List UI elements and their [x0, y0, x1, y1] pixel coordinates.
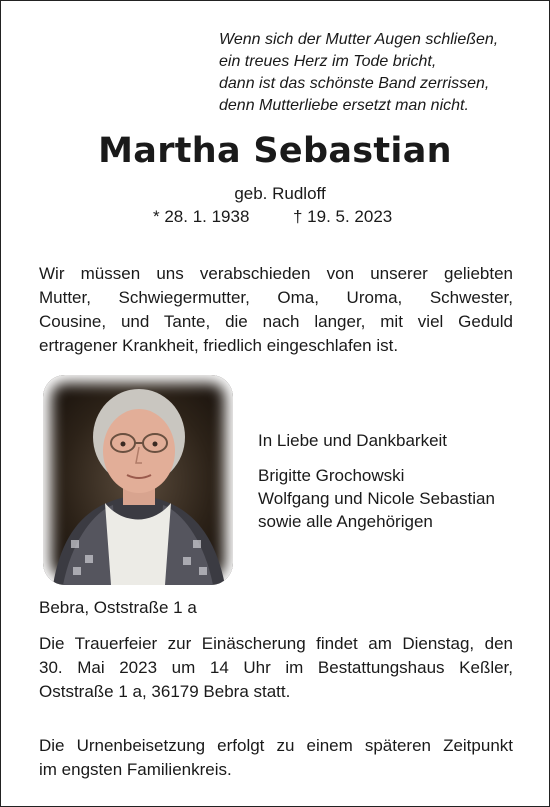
death-date: † 19. 5. 2023: [293, 207, 393, 226]
intro-line: Wir müssen uns verabschieden von unserer geliebten: [39, 264, 513, 283]
maiden-name: geb. Rudloff: [234, 184, 326, 203]
urn-text: [39, 734, 513, 782]
intro-text: [39, 262, 513, 358]
family-name: Wolfgang und Nicole Sebastian: [258, 489, 495, 508]
poem-line: Wenn sich der Mutter Augen schließen,: [219, 31, 499, 48]
family-greeting: In Liebe und Dankbarkeit: [258, 431, 448, 450]
funeral-text: [39, 632, 513, 704]
poem-line: ein treues Herz im Tode bricht,: [219, 53, 437, 70]
birth-date: * 28. 1. 1938: [153, 207, 250, 226]
funeral-line: 30. Mai 2023 um 14 Uhr im Bestattungshaus Keßler,: [39, 658, 513, 677]
poem-line: denn Mutterliebe ersetzt man nicht.: [219, 97, 469, 114]
intro-line: Mutter, Schwiegermutter, Oma, Uroma, Schwester,: [39, 288, 513, 307]
memorial-poem: [219, 29, 539, 117]
intro-line: Cousine, und Tante, die nach langer, mit viel Geduld: [39, 312, 513, 331]
urn-line: Die Urnenbeisetzung erfolgt zu einem späteren Zeitpunkt: [39, 736, 513, 755]
funeral-line: Oststraße 1 a, 36179 Bebra statt.: [39, 682, 291, 701]
poem-line: dann ist das schönste Band zerrissen,: [219, 75, 490, 92]
family-name: sowie alle Angehörigen: [258, 512, 433, 531]
portrait-photo: [43, 375, 233, 585]
portrait-illustration: [43, 375, 233, 585]
intro-line: ertragener Krankheit, friedlich eingeschlafen ist.: [39, 336, 399, 355]
family-block: [258, 429, 495, 533]
deceased-name: Martha Sebastian: [98, 131, 452, 171]
funeral-line: Die Trauerfeier zur Einäscherung findet am Dienstag, den: [39, 634, 513, 653]
family-name: Brigitte Grochowski: [258, 466, 405, 485]
address: Bebra, Oststraße 1 a: [39, 598, 197, 617]
urn-line: im engsten Familienkreis.: [39, 760, 232, 779]
